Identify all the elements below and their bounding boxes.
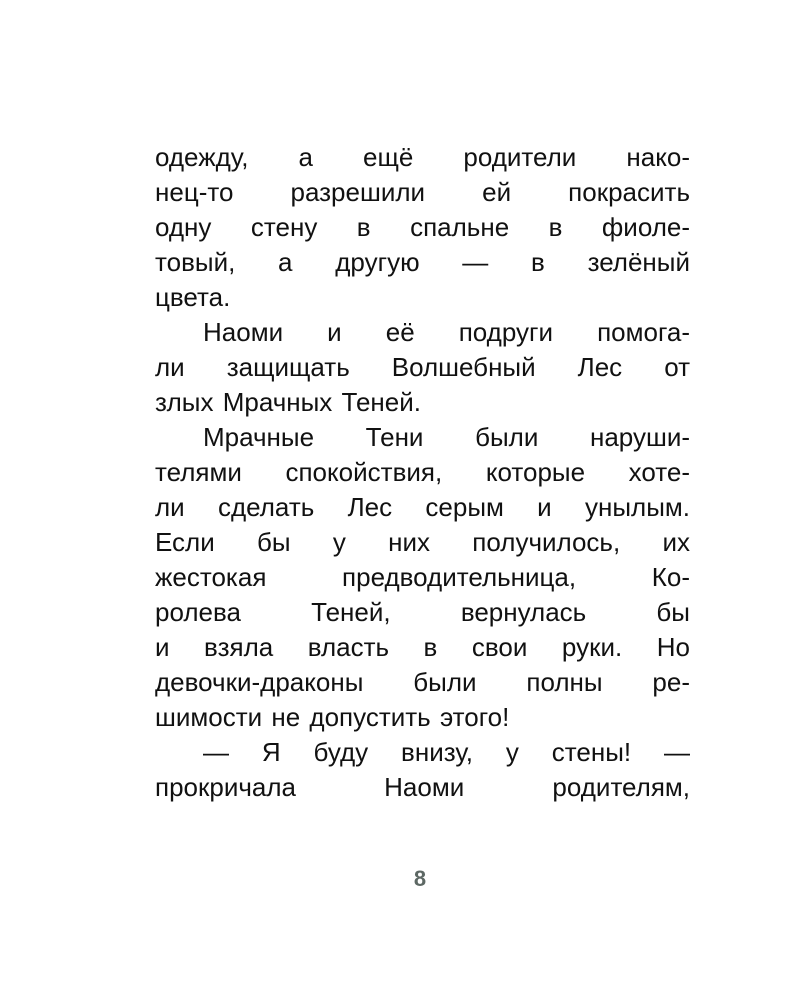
text-line: и взяла власть в свои руки. Но	[155, 632, 690, 662]
text-line: товый, а другую — в зелёный	[155, 247, 690, 277]
text-line: телями спокойствия, которые хоте-	[155, 457, 690, 487]
text-line: ли сделать Лес серым и унылым.	[155, 492, 690, 522]
paragraph-4	[155, 735, 690, 805]
text-line: девочки-драконы были полны ре-	[155, 667, 690, 697]
paragraph-1	[155, 140, 690, 315]
paragraph-3	[155, 420, 690, 735]
body-text	[155, 140, 690, 805]
text-line: Мрачные Тени были наруши-	[203, 422, 690, 452]
text-line: жестокая предводительница, Ко-	[155, 562, 690, 592]
text-line: цвета.	[155, 282, 231, 312]
text-line: шимости не допустить этого!	[155, 702, 510, 732]
text-line: Если бы у них получилось, их	[155, 527, 690, 557]
text-line: нец-то разрешили ей покрасить	[155, 177, 690, 207]
text-line: ролева Теней, вернулась бы	[155, 597, 690, 627]
page-number: 8	[413, 866, 427, 891]
text-line: — Я буду внизу, у стены! —	[203, 737, 690, 767]
text-line: одну стену в спальне в фиоле-	[155, 212, 690, 242]
paragraph-2	[155, 315, 690, 420]
text-line: прокричала Наоми родителям,	[155, 772, 690, 802]
text-line: ли защищать Волшебный Лес от	[155, 352, 690, 382]
text-line: одежду, а ещё родители нако-	[155, 142, 690, 172]
text-line: злых Мрачных Теней.	[155, 387, 421, 417]
text-line: Наоми и её подруги помога-	[203, 317, 690, 347]
